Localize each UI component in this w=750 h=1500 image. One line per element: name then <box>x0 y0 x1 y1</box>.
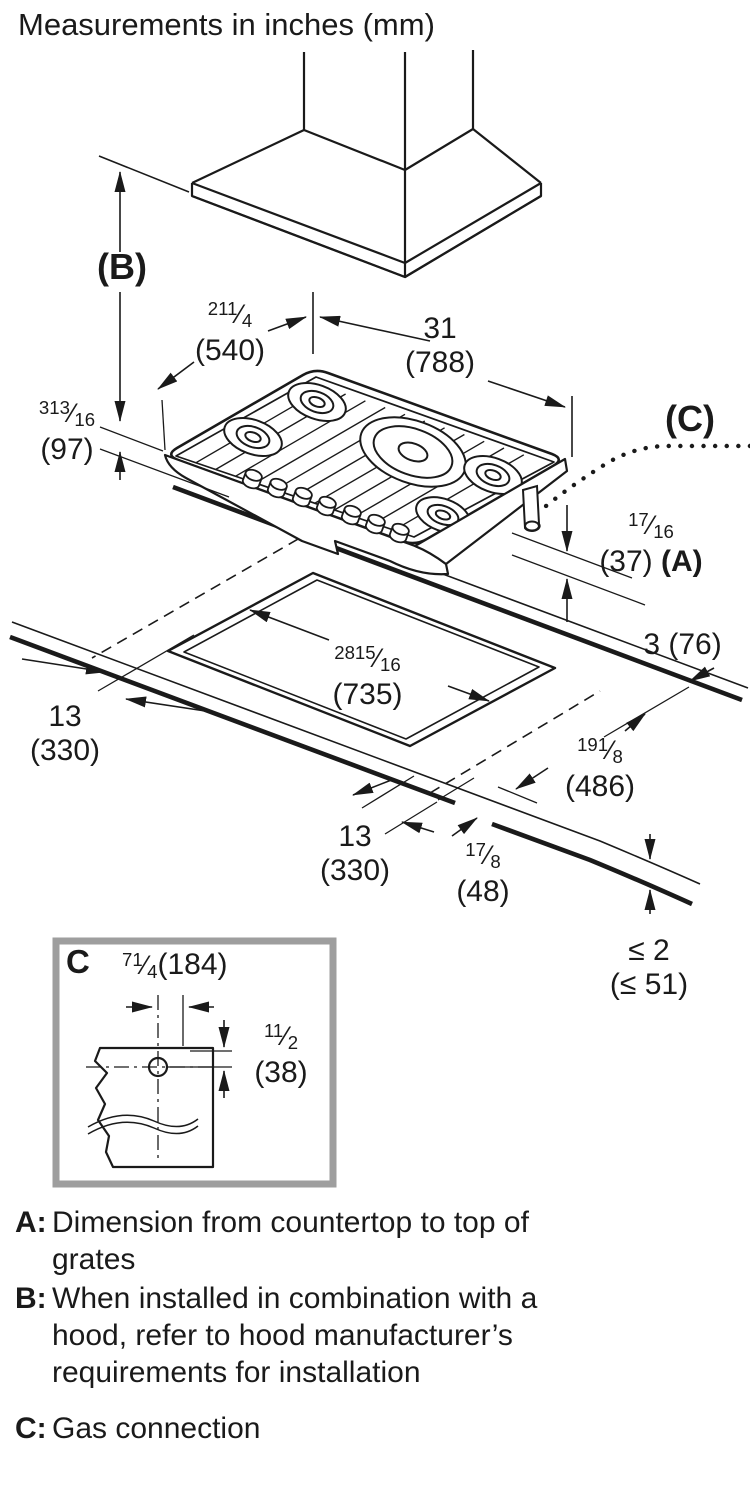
legend-item-a <box>15 1204 612 1278</box>
dim-gas-height: $^{11}⁄_2$ (38) <box>254 1020 308 1089</box>
callout-b: (B) <box>97 246 147 287</box>
dim-left-clearance: 13 (330) <box>29 700 101 767</box>
dim-cooktop-width: 31 (788) <box>404 312 476 379</box>
dim-cutout-width: $^{2815}⁄_{16}$ (735) <box>332 642 403 711</box>
dim-cooktop-height: $^{313}⁄_{16}$ (97) <box>38 397 96 466</box>
callout-c: (C) <box>665 398 715 439</box>
gas-pipe <box>523 486 540 531</box>
dim-front-left-clearance: 13 (330) <box>319 820 391 887</box>
dim-countertop-thickness: ≤ 2 (≤ 51) <box>609 934 689 1001</box>
legend-key-a: A: <box>15 1206 47 1239</box>
legend-item-b <box>15 1280 612 1391</box>
legend-text-c: Gas connection <box>52 1412 261 1445</box>
dim-gas-offset: $^{71}⁄_4(184)$ <box>122 948 228 983</box>
dim-grate-height: $^{17}⁄_{16}$ (37) (A) <box>599 509 703 578</box>
legend-item-c <box>15 1410 612 1447</box>
legend-key-c: C: <box>15 1412 47 1445</box>
dim-rear-clearance: 3 (76) <box>643 628 722 661</box>
detail-box-letter: C <box>66 943 90 980</box>
legend-text-a: Dimension from countertop to top of grates <box>52 1206 529 1276</box>
dim-front-edge-gap: $^{17}⁄_8$ (48) <box>456 839 510 908</box>
cooktop-drawing <box>165 371 567 574</box>
dim-cutout-depth: $^{191}⁄_8$ (486) <box>564 734 636 803</box>
legend-text-b: When installed in combination with a hood, refer to hood manufacturer’s requirements for installation <box>52 1282 538 1389</box>
legend-key-b: B: <box>15 1282 47 1315</box>
dim-cooktop-depth: $^{211}⁄_4$ (540) <box>194 298 266 367</box>
diagram-title: Measurements in inches (mm) <box>18 7 435 42</box>
range-hood-drawing <box>192 50 541 277</box>
